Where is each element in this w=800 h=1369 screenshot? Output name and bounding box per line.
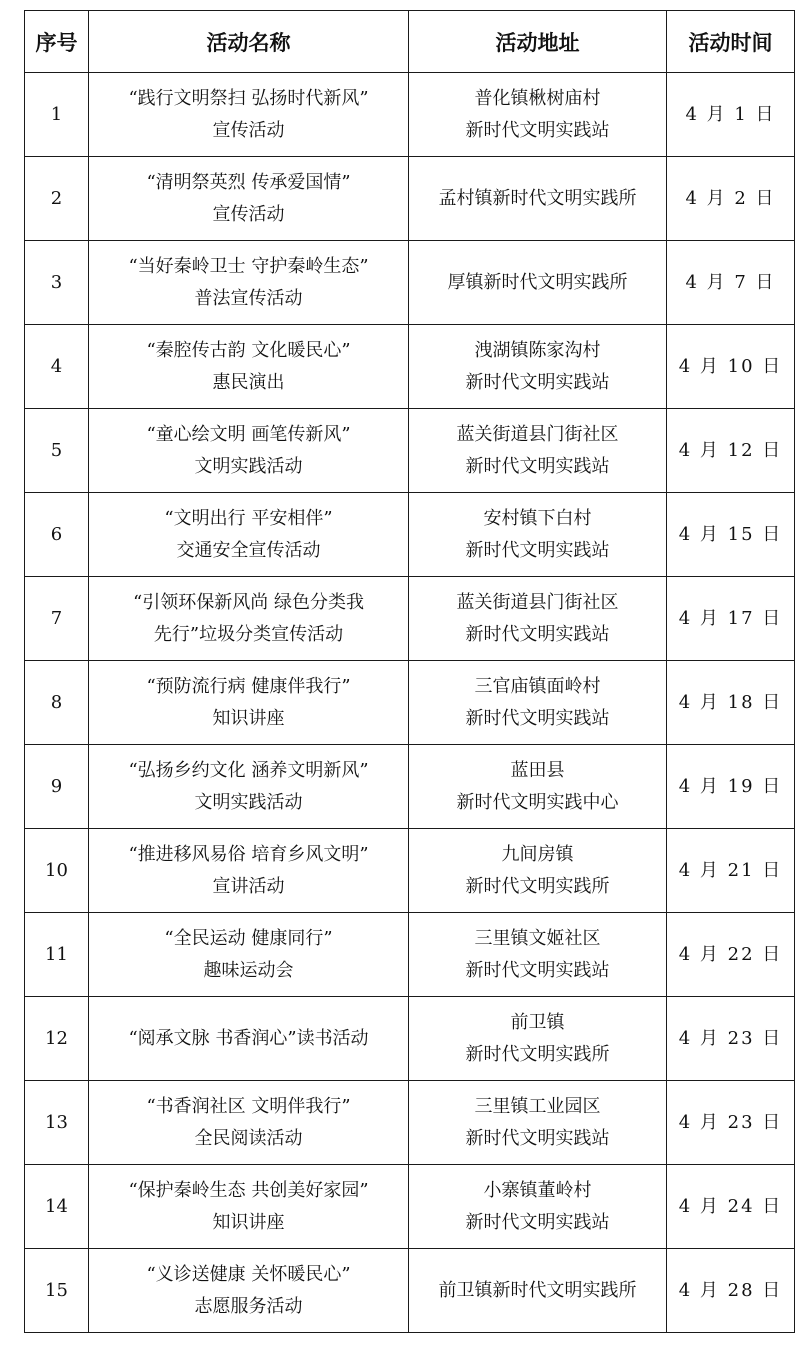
activity-address-line: 新时代文明实践站	[465, 539, 610, 561]
table-row	[25, 661, 795, 745]
cell-number: 12	[25, 997, 89, 1081]
activity-address-line: 新时代文明实践中心	[456, 791, 619, 813]
cell-number: 14	[25, 1165, 89, 1249]
table-row	[25, 325, 795, 409]
cell-activity-name	[89, 997, 409, 1081]
activity-name-line: “预防流行病 健康伴我行”	[146, 675, 351, 697]
cell-activity-address	[409, 913, 667, 997]
activity-address-line: 九间房镇	[501, 843, 574, 865]
activity-name-line: “推进移风易俗 培育乡风文明”	[128, 843, 369, 865]
cell-activity-name	[89, 577, 409, 661]
header-activity-address: 活动地址	[409, 11, 667, 73]
activity-name-line: “弘扬乡约文化 涵养文明新风”	[128, 759, 369, 781]
activity-name-line: “秦腔传古韵 文化暖民心”	[146, 339, 351, 361]
activity-address-line: 新时代文明实践所	[465, 875, 610, 897]
cell-activity-address	[409, 73, 667, 157]
cell-activity-address	[409, 493, 667, 577]
cell-activity-time: 4 月 15 日	[667, 493, 795, 577]
activity-name-line: “全民运动 健康同行”	[164, 927, 333, 949]
cell-number: 6	[25, 493, 89, 577]
cell-activity-name	[89, 493, 409, 577]
table-row	[25, 157, 795, 241]
activity-address-line: 新时代文明实践站	[465, 455, 610, 477]
cell-activity-time: 4 月 2 日	[667, 157, 795, 241]
cell-activity-address	[409, 661, 667, 745]
activity-address-line: 新时代文明实践站	[465, 1211, 610, 1233]
activity-name-line: 普法宣传活动	[194, 287, 303, 309]
cell-activity-address	[409, 241, 667, 325]
cell-activity-name	[89, 829, 409, 913]
activity-address-line: 新时代文明实践站	[465, 119, 610, 141]
activity-name-line: 交通安全宣传活动	[176, 539, 321, 561]
table-row	[25, 241, 795, 325]
cell-number: 10	[25, 829, 89, 913]
cell-activity-time: 4 月 1 日	[667, 73, 795, 157]
cell-number: 5	[25, 409, 89, 493]
cell-activity-address	[409, 997, 667, 1081]
cell-number: 4	[25, 325, 89, 409]
activity-name-line: 宣讲活动	[212, 875, 285, 897]
table-row	[25, 493, 795, 577]
activity-name-line: 全民阅读活动	[194, 1127, 303, 1149]
cell-number: 15	[25, 1249, 89, 1333]
header-activity-time: 活动时间	[667, 11, 795, 73]
cell-activity-address	[409, 829, 667, 913]
activity-name-line: 知识讲座	[212, 1211, 285, 1233]
cell-activity-time: 4 月 28 日	[667, 1249, 795, 1333]
cell-number: 8	[25, 661, 89, 745]
activity-address-line: 蓝关街道县门街社区	[456, 591, 619, 613]
cell-number: 13	[25, 1081, 89, 1165]
activity-address-line: 新时代文明实践所	[465, 1043, 610, 1065]
activity-address-line: 普化镇楸树庙村	[474, 87, 601, 109]
cell-activity-time: 4 月 24 日	[667, 1165, 795, 1249]
cell-number: 3	[25, 241, 89, 325]
activity-name-line: 知识讲座	[212, 707, 285, 729]
cell-number: 9	[25, 745, 89, 829]
header-activity-name: 活动名称	[89, 11, 409, 73]
activity-address-line: 三里镇文姬社区	[474, 927, 601, 949]
table-header-row	[25, 11, 795, 73]
cell-activity-address	[409, 409, 667, 493]
activity-name-line: “践行文明祭扫 弘扬时代新风”	[128, 87, 369, 109]
cell-activity-address	[409, 1081, 667, 1165]
activity-name-line: 文明实践活动	[194, 791, 303, 813]
cell-activity-time: 4 月 12 日	[667, 409, 795, 493]
cell-activity-name	[89, 1249, 409, 1333]
activity-address-line: 三官庙镇面岭村	[474, 675, 601, 697]
cell-activity-time: 4 月 23 日	[667, 997, 795, 1081]
table-row	[25, 745, 795, 829]
cell-number: 1	[25, 73, 89, 157]
cell-activity-time: 4 月 23 日	[667, 1081, 795, 1165]
cell-number: 7	[25, 577, 89, 661]
table-row	[25, 1249, 795, 1333]
activity-name-line: 文明实践活动	[194, 455, 303, 477]
activity-name-line: “书香润社区 文明伴我行”	[146, 1095, 351, 1117]
cell-activity-time: 4 月 7 日	[667, 241, 795, 325]
activity-name-line: 先行”垃圾分类宣传活动	[153, 623, 344, 645]
cell-activity-name	[89, 73, 409, 157]
activity-name-line: 惠民演出	[212, 371, 285, 393]
activity-address-line: 三里镇工业园区	[474, 1095, 601, 1117]
activity-address-line: 新时代文明实践站	[465, 371, 610, 393]
cell-activity-time: 4 月 19 日	[667, 745, 795, 829]
cell-activity-address	[409, 157, 667, 241]
activity-address-line: 新时代文明实践站	[465, 1127, 610, 1149]
activity-address-line: 前卫镇	[510, 1011, 565, 1033]
cell-number: 11	[25, 913, 89, 997]
activity-name-line: “阅承文脉 书香润心”读书活动	[128, 1027, 369, 1049]
activity-address-line: 厚镇新时代文明实践所	[447, 271, 628, 293]
activity-address-line: 新时代文明实践站	[465, 707, 610, 729]
activity-name-line: “当好秦岭卫士 守护秦岭生态”	[128, 255, 369, 277]
cell-activity-address	[409, 577, 667, 661]
activity-name-line: “清明祭英烈 传承爱国情”	[146, 171, 351, 193]
activity-address-line: 洩湖镇陈家沟村	[474, 339, 601, 361]
table-row	[25, 73, 795, 157]
cell-activity-time: 4 月 21 日	[667, 829, 795, 913]
activity-name-line: 志愿服务活动	[194, 1295, 303, 1317]
cell-activity-address	[409, 325, 667, 409]
activity-address-line: 新时代文明实践站	[465, 623, 610, 645]
cell-activity-address	[409, 1249, 667, 1333]
cell-activity-name	[89, 1165, 409, 1249]
activity-name-line: “保护秦岭生态 共创美好家园”	[128, 1179, 369, 1201]
table-row	[25, 829, 795, 913]
cell-activity-address	[409, 745, 667, 829]
activity-name-line: 趣味运动会	[203, 959, 294, 981]
cell-activity-name	[89, 325, 409, 409]
cell-activity-name	[89, 913, 409, 997]
activity-address-line: 安村镇下白村	[483, 507, 592, 529]
activity-name-line: “文明出行 平安相伴”	[164, 507, 333, 529]
activity-name-line: “义诊送健康 关怀暖民心”	[146, 1263, 351, 1285]
table-row	[25, 577, 795, 661]
cell-activity-name	[89, 661, 409, 745]
cell-activity-time: 4 月 17 日	[667, 577, 795, 661]
activity-address-line: 孟村镇新时代文明实践所	[438, 187, 637, 209]
cell-activity-name	[89, 157, 409, 241]
activity-name-line: 宣传活动	[212, 203, 285, 225]
activity-address-line: 蓝田县	[510, 759, 565, 781]
cell-activity-name	[89, 241, 409, 325]
table-row	[25, 409, 795, 493]
activity-address-line: 小寨镇董岭村	[483, 1179, 592, 1201]
header-number: 序号	[25, 11, 89, 73]
activity-name-line: 宣传活动	[212, 119, 285, 141]
activity-name-line: “引领环保新风尚 绿色分类我	[133, 591, 364, 613]
cell-activity-time: 4 月 22 日	[667, 913, 795, 997]
cell-activity-time: 4 月 10 日	[667, 325, 795, 409]
activity-table	[24, 10, 795, 1333]
cell-activity-name	[89, 409, 409, 493]
table-row	[25, 1165, 795, 1249]
activity-address-line: 前卫镇新时代文明实践所	[438, 1279, 637, 1301]
activity-address-line: 新时代文明实践站	[465, 959, 610, 981]
cell-activity-name	[89, 745, 409, 829]
table-row	[25, 1081, 795, 1165]
activity-name-line: “童心绘文明 画笔传新风”	[146, 423, 351, 445]
cell-number: 2	[25, 157, 89, 241]
cell-activity-address	[409, 1165, 667, 1249]
table-row	[25, 997, 795, 1081]
cell-activity-time: 4 月 18 日	[667, 661, 795, 745]
table-row	[25, 913, 795, 997]
cell-activity-name	[89, 1081, 409, 1165]
activity-address-line: 蓝关街道县门街社区	[456, 423, 619, 445]
activity-table-container	[24, 10, 795, 1333]
